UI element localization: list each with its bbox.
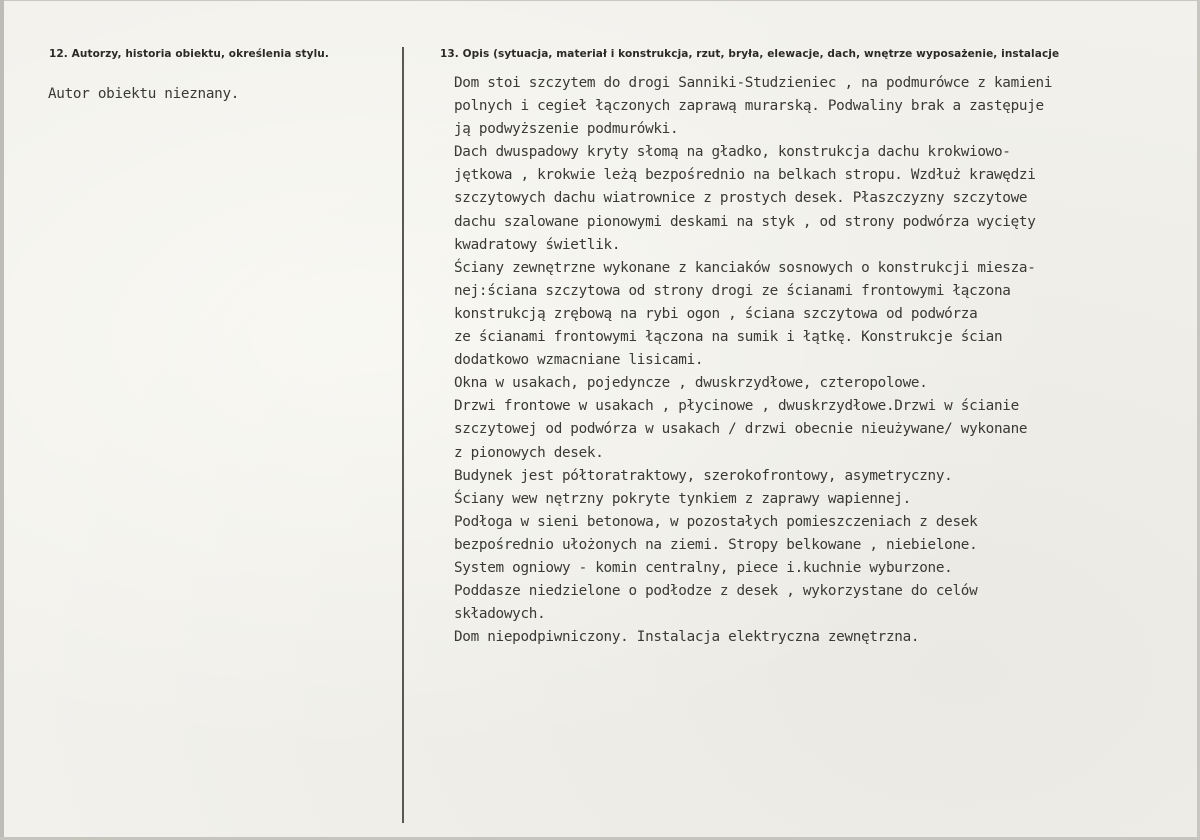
description-line: System ogniowy - komin centralny, piece i.kuchnie wyburzone. — [454, 559, 953, 576]
column-divider — [402, 47, 404, 823]
description-line: nej:ściana szczytowa od strony drogi ze ścianami frontowymi łączona — [454, 282, 1011, 299]
description-line: Poddasze niedzielone o podłodze z desek , wykorzystane do celów — [454, 583, 978, 600]
description-line: polnych i cegieł łączonych zaprawą murarską. Podwaliny brak a zastępuje — [454, 98, 1044, 115]
section-13-heading: 13. Opis (sytuacja, materiał i konstrukcja, rzut, bryła, elewacje, dach, wnętrze wyposażenie, instalacje — [440, 48, 1060, 60]
page-left-edge — [0, 0, 4, 840]
description-line: Drzwi frontowe w usakach , płycinowe , dwuskrzydłowe.Drzwi w ścianie — [454, 398, 1019, 415]
description-line: ją podwyższenie podmurówki. — [454, 121, 679, 138]
description-line: konstrukcją zrębową na rybi ogon , ściana szczytowa od podwórza — [454, 305, 978, 322]
section-12-body: Autor obiektu nieznany. — [48, 86, 240, 102]
description-line: dodatkowo wzmacniane lisicami. — [454, 352, 704, 369]
description-line: Ściany zewnętrzne wykonane z kanciaków sosnowych o konstrukcji miesza- — [454, 259, 1036, 276]
section-12-heading: 12. Autorzy, historia obiektu, określenia stylu. — [49, 48, 329, 60]
description-line: jętkowa , krokwie leżą bezpośrednio na belkach stropu. Wzdłuż krawędzi — [454, 167, 1036, 184]
description-line: Okna w usakach, pojedyncze , dwuskrzydłowe, czteropolowe. — [454, 375, 928, 392]
description-line: szczytowych dachu wiatrownice z prostych desek. Płaszczyzny szczytowe — [454, 190, 1028, 207]
description-line: Ściany wew nętrzny pokryte tynkiem z zaprawy wapiennej. — [454, 490, 911, 507]
description-line: z pionowych desek. — [454, 444, 604, 461]
description-line: składowych. — [454, 606, 546, 623]
description-line: Dach dwuspadowy kryty słomą na gładko, konstrukcja dachu krokwiowo- — [454, 144, 1011, 161]
section-13-body — [454, 72, 1184, 649]
description-line: ze ścianami frontowymi łączona na sumik i łątkę. Konstrukcje ścian — [454, 329, 1003, 346]
description-line: szczytowej od podwórza w usakach / drzwi obecnie nieużywane/ wykonane — [454, 421, 1028, 438]
description-line: Podłoga w sieni betonowa, w pozostałych pomieszczeniach z desek — [454, 513, 978, 530]
description-line: dachu szalowane pionowymi deskami na styk , od strony podwórza wycięty — [454, 213, 1036, 230]
description-line: bezpośrednio ułożonych na ziemi. Stropy belkowane , niebielone. — [454, 536, 978, 553]
description-line: Dom stoi szczytem do drogi Sanniki-Studzieniec , na podmurówce z kamieni — [454, 75, 1053, 91]
description-line: kwadratowy świetlik. — [454, 236, 621, 253]
description-line: Budynek jest półtoratraktowy, szerokofrontowy, asymetryczny. — [454, 467, 953, 484]
description-line: Dom niepodpiwniczony. Instalacja elektryczna zewnętrzna. — [454, 629, 920, 646]
